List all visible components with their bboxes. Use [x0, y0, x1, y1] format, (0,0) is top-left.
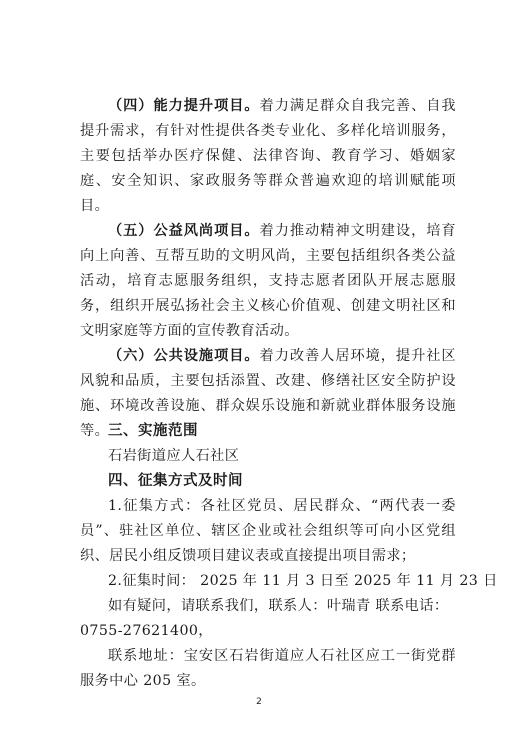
- scope-text: 石岩街道应人石社区: [108, 448, 240, 464]
- collection-time: 2.征集时间： 2025 年 11 月 3 日至 2025 年 11 月 23 日: [108, 573, 498, 589]
- contact-phone: 0755-27621400，: [80, 623, 213, 639]
- paragraph-body: 着力满足群众自我完善、自我提升需求，有针对性提供各类专业化、多样化培训服务，主要包括举办医疗保健、法律咨询、教育学习、婚姻家庭、安全知识、家政服务等群众普遍欢迎的培训赋能项目。: [80, 98, 456, 214]
- paragraph-lead: （六）公共设施项目。: [108, 348, 260, 364]
- page-number: 2: [256, 697, 262, 707]
- section-heading-method-time: 四、征集方式及时间: [108, 473, 243, 489]
- paragraph-collection-method: 1.征集方式：各社区党员、居民群众、“两代表一委员”、驻社区单位、辖区企业或社会组织等可向小区党组织、居民小组反馈项目建议表或直接提出项目需求；: [80, 498, 456, 564]
- paragraph-body: 着力推动精神文明建设，培育向上向善、互帮互助的文明风尚，主要包括组织各类公益活动，培育志愿服务组织，支持志愿者团队开展志愿服务，组织开展弘扬社会主义核心价值观、创建文明社区和文明家庭等方面的宣传教育活动。: [80, 223, 456, 339]
- contact-line: 如有疑问，请联系我们，联系人：叶瑞青 联系电话：: [108, 598, 449, 614]
- paragraph-public-welfare-projects: [80, 219, 456, 344]
- paragraph-body: 着力改善人居环境，提升社区风貌和品质，主要包括添置、改建、修缮社区安全防护设施、环境改善设施、群众娱乐设施和新就业群体服务设施等。: [80, 348, 456, 439]
- paragraph-lead: （五）公益风尚项目。: [108, 223, 260, 239]
- contact-address: 联系地址：宝安区石岩街道应人石社区应工一街党群服务中心 205 室。: [80, 648, 456, 689]
- paragraph-lead: （四）能力提升项目。: [108, 98, 260, 114]
- paragraph-capacity-projects: [80, 94, 456, 219]
- section-heading-scope: 三、实施范围: [108, 423, 198, 439]
